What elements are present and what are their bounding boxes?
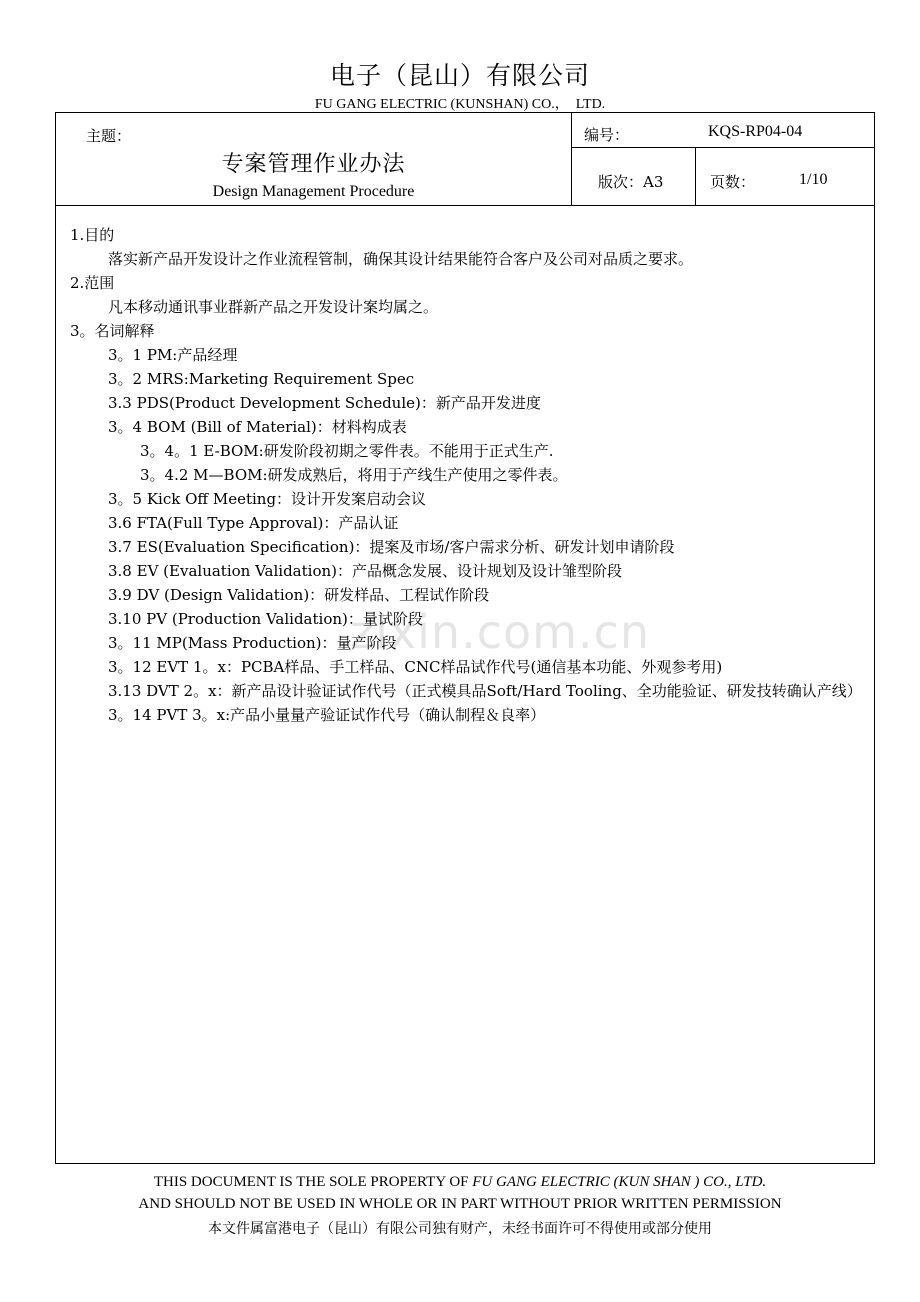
definition-item: 3。1 PM:产品经理	[108, 346, 238, 364]
document-header-table	[56, 113, 874, 206]
definition-item: 3。12 EVT 1。x：PCBA样品、手工样品、CNC样品试作代号(通信基本功能、外观参考用)	[108, 658, 723, 676]
definition-subitem: 3。4.2 M—BOM:研发成熟后，将用于产线生产使用之零件表。	[140, 466, 568, 484]
page-count-value: 1/10	[799, 171, 828, 188]
definition-item: 3.3 PDS(Product Development Schedule)：新产品开发进度	[108, 394, 541, 412]
section-heading: 1.目的	[70, 226, 115, 244]
section-heading: 3。名词解释	[70, 322, 155, 340]
definition-item: 3.10 PV (Production Validation)：量试阶段	[108, 610, 423, 628]
header-divider	[695, 147, 696, 205]
definition-item: 3.7 ES(Evaluation Specification)：提案及市场/客户需求分析、研发计划申请阶段	[108, 538, 675, 556]
document-number-value: KQS-RP04-04	[708, 123, 803, 140]
definition-item: 3。11 MP(Mass Production)：量产阶段	[108, 634, 397, 652]
footer-company-name: FU GANG ELECTRIC (KUN SHAN ) CO., LTD.	[472, 1174, 767, 1190]
watermark: zixin.com.cn	[350, 605, 651, 659]
subject-label: 主题：	[86, 127, 132, 145]
version-label: 版次：A3	[598, 173, 664, 191]
company-name-cn: 电子（昆山）有限公司	[329, 61, 590, 90]
definition-item: 3。4 BOM (Bill of Material)：材料构成表	[108, 418, 407, 436]
definition-item: 3。14 PVT 3。x:产品小量量产验证试作代号（确认制程＆良率）	[108, 706, 546, 724]
definition-item: 3.13 DVT 2。x：新产品设计验证试作代号（正式模具品Soft/Hard Tooling、全功能验证、研发技转确认产线）	[108, 682, 862, 700]
document-title-en: Design Management Procedure	[212, 183, 415, 200]
document-number-label: 编号：	[584, 126, 630, 144]
footer-line-2: AND SHOULD NOT BE USED IN WHOLE OR IN PART WITHOUT PRIOR WRITTEN PERMISSION	[138, 1196, 782, 1212]
definition-item: 3.9 DV (Design Validation)：研发样品、工程试作阶段	[108, 586, 490, 604]
footer-line-1	[0, 1174, 920, 1191]
footer-text: THIS DOCUMENT IS THE SOLE PROPERTY OF	[153, 1174, 473, 1190]
definition-item: 3.8 EV (Evaluation Validation)：产品概念发展、设计规划及设计雏型阶段	[108, 562, 622, 580]
header-divider	[571, 113, 572, 205]
body-paragraph: 落实新产品开发设计之作业流程管制，确保其设计结果能符合客户及公司对品质之要求。	[108, 250, 694, 268]
definition-item: 3。2 MRS:Marketing Requirement Spec	[108, 370, 415, 388]
body-paragraph: 凡本移动通讯事业群新产品之开发设计案均属之。	[108, 298, 439, 316]
footer-line-3: 本文件属富港电子（昆山）有限公司独有财产，未经书面许可不得使用或部分使用	[208, 1221, 712, 1237]
page-count-label: 页数：	[710, 173, 756, 191]
definition-item: 3.6 FTA(Full Type Approval)：产品认证	[108, 514, 399, 532]
document-title-cn: 专案管理作业办法	[221, 152, 406, 177]
header-divider	[571, 147, 874, 148]
section-heading: 2.范围	[70, 274, 115, 292]
definition-subitem: 3。4。1 E-BOM:研发阶段初期之零件表。不能用于正式生产.	[140, 442, 554, 460]
definition-item: 3。5 Kick Off Meeting：设计开发案启动会议	[108, 490, 427, 508]
company-name-en: FU GANG ELECTRIC (KUNSHAN) CO.， LTD.	[314, 97, 606, 112]
